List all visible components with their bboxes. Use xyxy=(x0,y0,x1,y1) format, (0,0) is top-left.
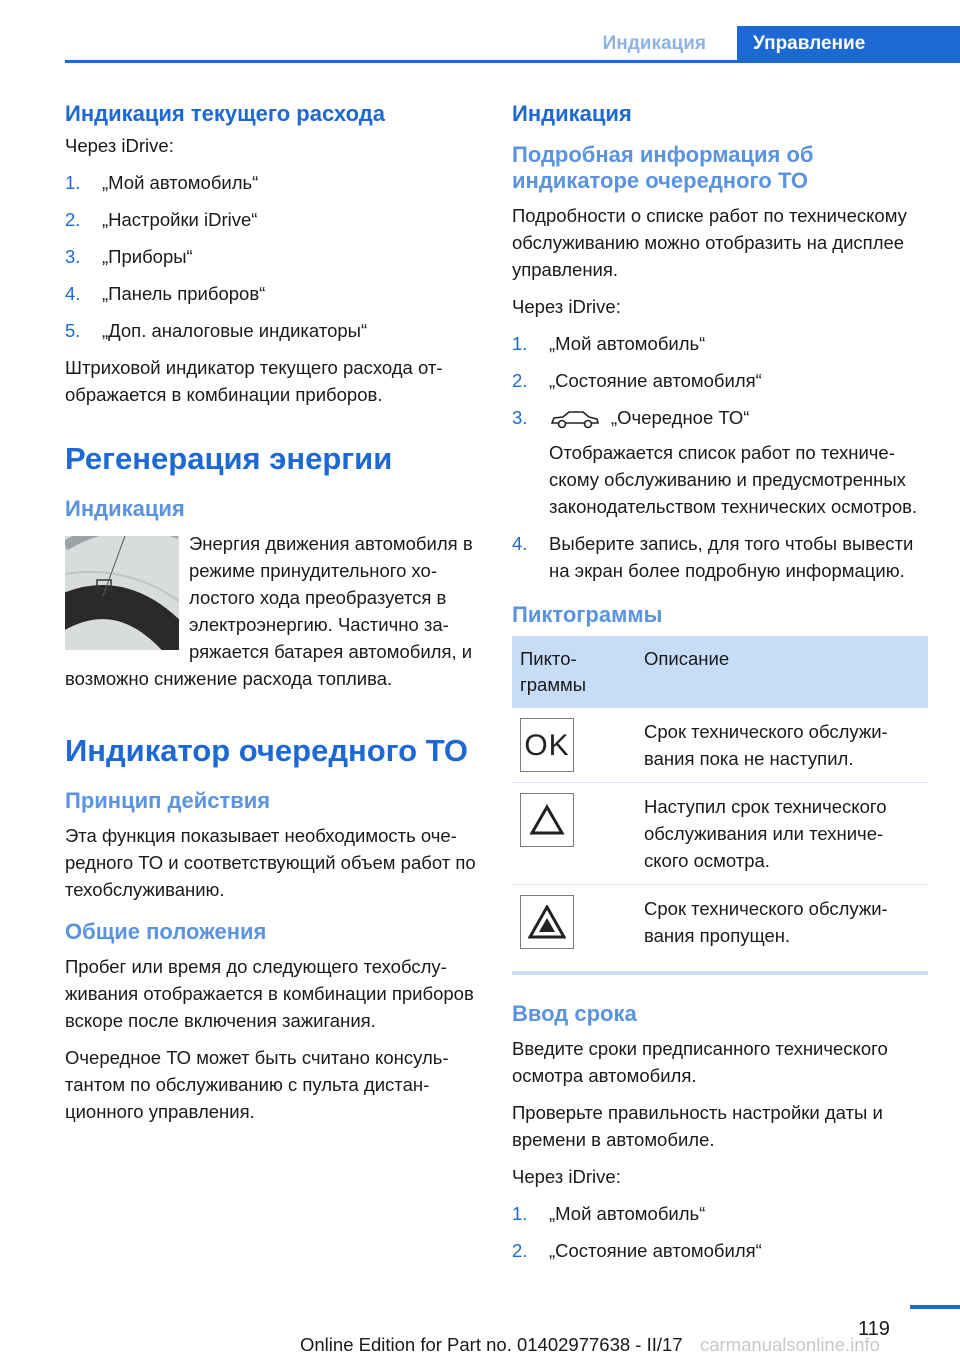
enter-date-text-2: Проверьте правильность настройки даты и времени в автомобиле. xyxy=(512,1102,883,1150)
column-header-pictograms: Пиктограммы xyxy=(512,636,636,708)
consumption-description: Штриховой индикатор текущего расхода отображается в комбинации приборов. xyxy=(65,357,443,405)
list-item: 1. „Мой автомобиль“ xyxy=(512,1203,706,1224)
list-item: 5. „Доп. аналоговые индикаторы“ xyxy=(65,320,368,341)
column-header-description: Описание xyxy=(636,636,928,708)
table-row xyxy=(512,783,928,885)
list-item: 2. „Настройки iDrive“ xyxy=(65,209,258,230)
section-title-regeneration: Регенерация энергии xyxy=(65,441,393,476)
general-text-2: Очередное ТО может быть считано консультантом по обслуживанию с пульта дистанционного управления. xyxy=(65,1047,449,1122)
via-idrive-text: Через iDrive: xyxy=(512,296,621,317)
list-item: 2. „Состояние автомобиля“ xyxy=(512,1240,762,1261)
via-idrive-text: Через iDrive: xyxy=(512,1166,621,1187)
steps-list-consumption xyxy=(65,169,477,344)
table-header-row xyxy=(512,636,928,708)
header-rule xyxy=(65,60,960,63)
gauge-image xyxy=(65,536,179,650)
general-text-1: Пробег или время до следующего техобслуживания отображается в комбинации приборов вскоре после включения зажигания. xyxy=(65,956,474,1031)
subtitle-principle: Принцип действия xyxy=(65,788,271,813)
edition-text: Online Edition for Part no. 01402977638 - II/17 xyxy=(300,1334,683,1355)
steps-list-details xyxy=(512,330,930,584)
step3-detail: Отображается список работ по техническому обслуживанию и предусмотренных законодательством технических осмотров. xyxy=(549,442,918,517)
table-row xyxy=(512,708,928,783)
watermark-text: carmanualsonline.info xyxy=(700,1334,880,1355)
list-item: 1. „Мой автомобиль“ xyxy=(65,172,259,193)
subtitle-details: Подробная информация об индикаторе очередного ТО xyxy=(512,142,814,193)
car-service-icon xyxy=(549,408,601,430)
subtitle-enter-date: Ввод срока xyxy=(512,1001,637,1026)
table-row xyxy=(512,885,928,974)
right-column xyxy=(512,100,930,1274)
via-idrive-text: Через iDrive: xyxy=(65,135,174,156)
warning-triangle-icon xyxy=(520,793,574,847)
list-item: 1. „Мой автомобиль“ xyxy=(512,333,706,354)
subtitle-general: Общие положения xyxy=(65,919,267,944)
list-item: 3. „Приборы“ xyxy=(65,246,193,267)
section-title-display: Индикация xyxy=(512,101,632,126)
table-cell-description: Срок технического обслуживания пока не наступил. xyxy=(636,708,928,783)
table-cell-description: Срок технического обслуживания пропущен. xyxy=(636,885,928,974)
section-label: Индикация xyxy=(602,33,706,54)
list-item: 4. Выберите запись, для того чтобы вывести на экран более подробную информацию. xyxy=(512,533,914,581)
principle-text: Эта функция показывает необходимость очередного ТО и соответствующий объем работ по техобслуживанию. xyxy=(65,825,476,900)
ok-icon: OK xyxy=(520,718,574,772)
steps-list-enter-date xyxy=(512,1200,930,1264)
gauge-icon xyxy=(65,536,179,650)
details-text: Подробности о списке работ по техническому обслуживанию можно отобразить на дисплее управления. xyxy=(512,205,907,280)
chapter-tab: Управление xyxy=(737,26,960,63)
regeneration-block xyxy=(65,530,477,692)
regeneration-text: Энергия движения автомобиля в режиме принудительного холостого хода преобразуется в электроэнергию. Частично заряжается батарея автомобиля, и возможно снижение расхода топлива. xyxy=(65,533,473,689)
list-item: 3. „Очередное ТО“ Отображается список работ по техническому обслуживанию и предусмотренных законодательством технических осмотров. xyxy=(512,404,930,520)
section-title-service: Индикатор очередного ТО xyxy=(65,733,468,768)
subtitle-pictograms: Пиктограммы xyxy=(512,602,663,627)
enter-date-text-1: Введите сроки предписанного технического осмотра автомобиля. xyxy=(512,1038,888,1086)
left-column xyxy=(65,100,477,1135)
page-number: 119 xyxy=(858,1318,890,1340)
table-cell-description: Наступил срок технического обслуживания или технического осмотра. xyxy=(636,783,928,885)
list-item: 4. „Панель приборов“ xyxy=(65,283,266,304)
overdue-triangle-icon xyxy=(520,895,574,949)
footer-rule xyxy=(910,1305,960,1309)
section-title-current-consumption: Индикация текущего расхода xyxy=(65,101,385,126)
pictogram-table xyxy=(512,636,928,975)
list-item: 2. „Состояние автомобиля“ xyxy=(512,370,762,391)
subtitle-display: Индикация xyxy=(65,496,185,521)
